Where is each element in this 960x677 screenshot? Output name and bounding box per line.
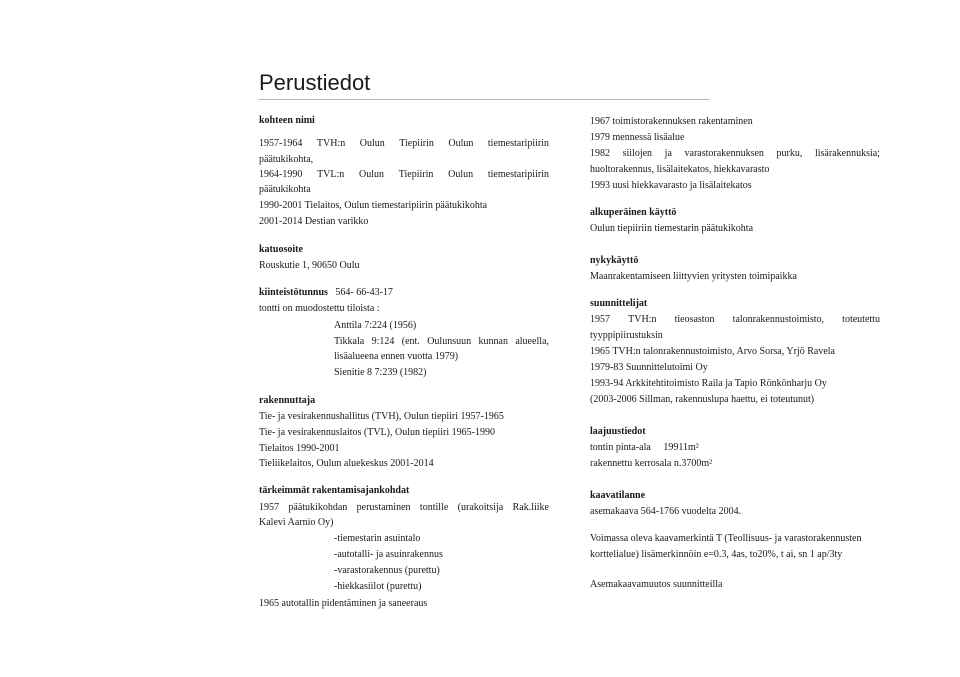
property-line-6: Sienitie 8 7:239 (1982) xyxy=(334,367,427,378)
phases-cont-line-1: 1967 toimistorakennuksen rakentaminen xyxy=(590,116,753,127)
address-heading: katuosoite xyxy=(259,244,303,255)
designers-heading: suunnittelijat xyxy=(590,298,648,309)
word: TVH:n xyxy=(316,138,346,149)
property-line-3: Anttila 7:224 (1956) xyxy=(334,320,417,331)
word: Rak.liike xyxy=(512,502,549,513)
phases-cont-line-4: huoltorakennus, lisälaitekatos, hiekkavarasto xyxy=(590,164,770,175)
builder-heading: rakennuttaja xyxy=(259,395,316,406)
phases-line-3: -tiemestarin asuintalo xyxy=(334,533,421,544)
builder-line-1: Tie- ja vesirakennushallitus (TVH), Oulun tiepiiri 1957-1965 xyxy=(259,411,504,422)
phases-cont-line-5: 1993 uusi hiekkavarasto ja lisälaitekatos xyxy=(590,180,752,191)
phases-line-4: -autotalli- ja asuinrakennus xyxy=(334,549,443,560)
word: tieosaston xyxy=(674,314,715,325)
word: Tikkala xyxy=(334,336,365,347)
word: Oulun xyxy=(359,169,385,180)
word: lisärakennuksia; xyxy=(814,148,880,159)
phases-line-7: 1965 autotallin pidentäminen ja saneeraus xyxy=(259,598,428,609)
current-use: Maanrakentamiseen liittyvien yritysten toimipaikka xyxy=(590,271,797,282)
designers-line-3: 1965 TVH:n talonrakennustoimisto, Arvo Sorsa, Yrjö Ravela xyxy=(590,346,835,357)
word: 1964-1990 xyxy=(259,169,303,180)
name-line-6: 2001-2014 Destian varikko xyxy=(259,216,369,227)
current-use-heading: nykykäyttö xyxy=(590,255,639,266)
zoning-line-4: Asemakaavamuutos suunnitteilla xyxy=(590,579,723,590)
word: TVH:n xyxy=(628,314,657,325)
designers-line-5: 1993-94 Arkkitehtitoimisto Raila ja Tapio Rönkönharju Oy xyxy=(590,378,827,389)
phases-cont-line-3 xyxy=(590,146,880,162)
word: (urakoitsija xyxy=(457,502,504,513)
name-line-2: päätukikohta, xyxy=(259,154,314,165)
property-line-5: lisäalueena ennen vuotta 1979) xyxy=(334,351,459,362)
phases-line-2: Kalevi Aarnio Oy) xyxy=(259,517,334,528)
word: ja xyxy=(664,148,672,159)
word: talonrakennustoimisto, xyxy=(732,314,825,325)
word: siilojen xyxy=(622,148,653,159)
word: toteutettu xyxy=(842,314,880,325)
builder-line-3: Tielaitos 1990-2001 xyxy=(259,443,340,454)
word: varastorakennuksen xyxy=(684,148,764,159)
word: Tiepiirin xyxy=(399,138,434,149)
word: tontille xyxy=(419,502,449,513)
property-id: 564- 66-43-17 xyxy=(335,287,393,298)
page-title: Perustiedot xyxy=(259,70,371,95)
word: Oulunsuun xyxy=(427,336,472,347)
original-use: Oulun tiepiiriin tiemestarin päätukikohta xyxy=(590,223,754,234)
name-line-4: päätukikohta xyxy=(259,184,311,195)
extent-line-1: tontin pinta-ala 19911m² xyxy=(590,442,699,453)
name-line-3 xyxy=(259,167,549,183)
designers-line-6: (2003-2006 Sillman, rakennuslupa haettu, ei toteutunut) xyxy=(590,394,815,405)
phases-heading: tärkeimmät rakentamisajankohdat xyxy=(259,485,410,496)
extent-line-2: rakennettu kerrosala n.3700m² xyxy=(590,458,713,469)
original-use-heading: alkuperäinen käyttö xyxy=(590,207,677,218)
name-heading: kohteen nimi xyxy=(259,115,315,126)
phases-line-6: -hiekkasiilot (purettu) xyxy=(334,581,422,592)
zoning-line-3: korttelialue) lisämerkinnöin e=0.3, 4as, to20%, t ai, sn 1 ap/3ty xyxy=(590,549,843,560)
property-line-1 xyxy=(259,285,393,301)
word: Oulun xyxy=(448,169,474,180)
designers-line-1 xyxy=(590,312,880,328)
phases-cont-line-2: 1979 mennessä lisäalue xyxy=(590,132,685,143)
designers-line-4: 1979-83 Suunnittelutoimi Oy xyxy=(590,362,708,373)
designers-line-2: tyyppipiirustuksin xyxy=(590,330,663,341)
property-line-4 xyxy=(334,334,549,350)
word: tiemestaripiirin xyxy=(487,138,549,149)
property-heading: kiinteistötunnus xyxy=(259,287,328,298)
word: purku, xyxy=(776,148,803,159)
builder-line-2: Tie- ja vesirakennuslaitos (TVL), Oulun tiepiiri 1965-1990 xyxy=(259,427,495,438)
word: tiemestaripiirin xyxy=(487,169,549,180)
builder-line-4: Tieliikelaitos, Oulun aluekeskus 2001-2014 xyxy=(259,458,434,469)
word: 1982 xyxy=(590,148,610,159)
word: Tiepiirin xyxy=(398,169,434,180)
property-line-2: tontti on muodostettu tiloista : xyxy=(259,303,380,314)
phases-line-1 xyxy=(259,500,549,516)
phases-line-5: -varastorakennus (purettu) xyxy=(334,565,440,576)
word: kunnan xyxy=(478,336,508,347)
word: Oulun xyxy=(448,138,474,149)
word: TVL:n xyxy=(317,169,345,180)
word: 1957 xyxy=(259,502,279,513)
word: 1957 xyxy=(590,314,610,325)
word: (ent. xyxy=(401,336,420,347)
zoning-heading: kaavatilanne xyxy=(590,490,646,501)
word: perustaminen xyxy=(356,502,411,513)
zoning-line-2: Voimassa oleva kaavamerkintä T (Teollisuus- ja varastorakennusten xyxy=(590,533,862,544)
zoning-line-1: asemakaava 564-1766 vuodelta 2004. xyxy=(590,506,742,517)
extent-heading: laajuustiedot xyxy=(590,426,646,437)
word: 9:124 xyxy=(371,336,395,347)
name-line-1 xyxy=(259,136,549,152)
title-divider xyxy=(258,99,710,100)
word: Oulun xyxy=(359,138,385,149)
street-address: Rouskutie 1, 90650 Oulu xyxy=(259,260,360,271)
word: päätukikohdan xyxy=(288,502,348,513)
word: alueella, xyxy=(515,336,549,347)
name-line-5: 1990-2001 Tielaitos, Oulun tiemestaripiirin päätukikohta xyxy=(259,200,488,211)
word: 1957-1964 xyxy=(259,138,303,149)
